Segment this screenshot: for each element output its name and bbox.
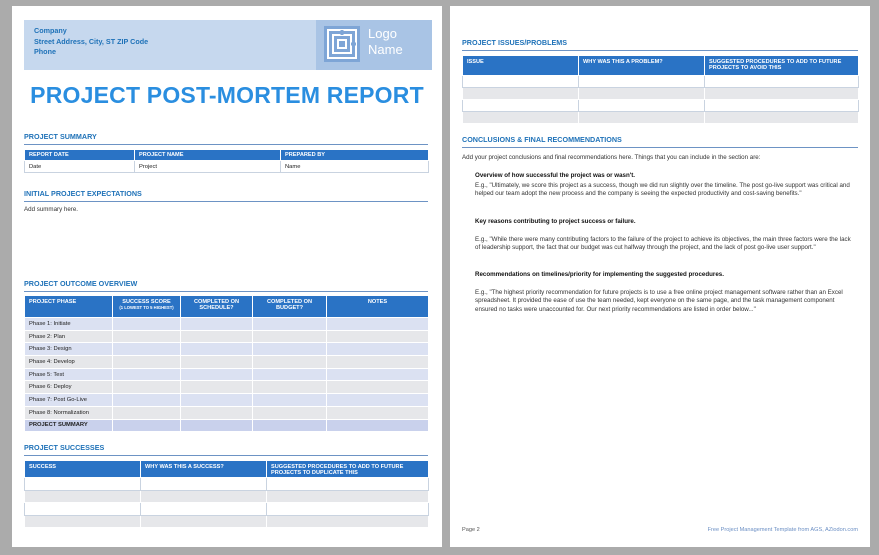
summary-header-prepared: PREPARED BY bbox=[281, 150, 429, 161]
expectations-text[interactable]: Add summary here. bbox=[24, 206, 78, 213]
section-heading-outcome: PROJECT OUTCOME OVERVIEW bbox=[24, 279, 138, 288]
issues-header-why: WHY WAS THIS A PROBLEM? bbox=[579, 56, 705, 76]
issue-cell[interactable] bbox=[463, 112, 579, 124]
success-cell[interactable] bbox=[25, 503, 141, 516]
schedule-cell[interactable] bbox=[181, 343, 253, 356]
issue-why-cell[interactable] bbox=[579, 76, 705, 88]
issues-header-issue: ISSUE bbox=[463, 56, 579, 76]
success-why-cell[interactable] bbox=[141, 503, 267, 516]
notes-cell[interactable] bbox=[327, 419, 429, 432]
score-header-hint: (1 LOWEST TO 5 HIGHEST) bbox=[119, 305, 174, 310]
phase-label[interactable]: Phase 2: Plan bbox=[25, 330, 113, 343]
conclusion-point-1-title[interactable]: Overview of how successful the project was or wasn't. bbox=[475, 172, 635, 179]
conclusion-point-2-text[interactable]: E.g., "While there were many contributing factors to the failure of the project to achieve its objectives, the main three factors were the lack of leadership support, the fact that our budget was cut halfway through the project, and the lack of post go-live user support." bbox=[475, 236, 851, 252]
outcome-header-schedule: COMPLETED ON SCHEDULE? bbox=[181, 296, 253, 318]
success-cell[interactable] bbox=[25, 515, 141, 528]
successes-header-success: SUCCESS bbox=[25, 461, 141, 478]
section-heading-expectations: INITIAL PROJECT EXPECTATIONS bbox=[24, 189, 142, 198]
issue-procedure-cell[interactable] bbox=[705, 100, 859, 112]
conclusion-point-3-title[interactable]: Recommendations on timelines/priority for implementing the suggested procedures. bbox=[475, 271, 724, 278]
issue-why-cell[interactable] bbox=[579, 100, 705, 112]
budget-cell[interactable] bbox=[253, 406, 327, 419]
phase-label[interactable]: Phase 8: Normalization bbox=[25, 406, 113, 419]
score-cell[interactable] bbox=[113, 343, 181, 356]
section-heading-issues: PROJECT ISSUES/PROBLEMS bbox=[462, 38, 568, 47]
phase-label[interactable]: Phase 3: Design bbox=[25, 343, 113, 356]
phase-label[interactable]: Phase 5: Test bbox=[25, 368, 113, 381]
logo-text-line1: Logo bbox=[368, 26, 397, 41]
conclusion-point-3-text[interactable]: E.g., "The highest priority recommendation for future projects is to use a free online project management software rather than an Excel spreadsheet. It provided the ease of use the team needed, kept everyone on the same page, and the task management component ensured no tasks were unaccounted for. Our next priority recommendations are listed in order below..." bbox=[475, 289, 843, 313]
outcome-header-phase: PROJECT PHASE bbox=[25, 296, 113, 318]
summary-table bbox=[24, 149, 429, 173]
phase-label[interactable]: Phase 4: Develop bbox=[25, 356, 113, 369]
section-divider bbox=[462, 147, 858, 148]
outcome-header-score bbox=[113, 296, 181, 318]
successes-header-why: WHY WAS THIS A SUCCESS? bbox=[141, 461, 267, 478]
report-page-1 bbox=[12, 6, 442, 547]
section-divider bbox=[462, 50, 858, 51]
schedule-cell[interactable] bbox=[181, 330, 253, 343]
company-name[interactable]: Company bbox=[34, 26, 67, 35]
summary-project-cell[interactable]: Project bbox=[135, 161, 281, 173]
score-cell[interactable] bbox=[113, 394, 181, 407]
notes-cell[interactable] bbox=[327, 406, 429, 419]
success-procedure-cell[interactable] bbox=[267, 490, 429, 503]
score-cell[interactable] bbox=[113, 406, 181, 419]
outcome-header-budget: COMPLETED ON BUDGET? bbox=[253, 296, 327, 318]
phase-summary-label[interactable]: PROJECT SUMMARY bbox=[25, 419, 113, 432]
document-title[interactable]: PROJECT POST-MORTEM REPORT bbox=[30, 82, 424, 108]
schedule-cell[interactable] bbox=[181, 406, 253, 419]
issue-procedure-cell[interactable] bbox=[705, 88, 859, 100]
phase-label[interactable]: Phase 7: Post Go-Live bbox=[25, 394, 113, 407]
conclusion-point-2-title[interactable]: Key reasons contributing to project success or failure. bbox=[475, 218, 636, 225]
letterhead bbox=[24, 20, 432, 70]
success-procedure-cell[interactable] bbox=[267, 515, 429, 528]
issue-cell[interactable] bbox=[463, 88, 579, 100]
schedule-cell[interactable] bbox=[181, 356, 253, 369]
score-cell[interactable] bbox=[113, 330, 181, 343]
phase-label[interactable]: Phase 1: Initiate bbox=[25, 318, 113, 331]
budget-cell[interactable] bbox=[253, 419, 327, 432]
issue-procedure-cell[interactable] bbox=[705, 76, 859, 88]
company-address[interactable]: Street Address, City, ST ZIP Code bbox=[34, 36, 149, 46]
notes-cell[interactable] bbox=[327, 368, 429, 381]
notes-cell[interactable] bbox=[327, 356, 429, 369]
success-cell[interactable] bbox=[25, 478, 141, 491]
schedule-cell[interactable] bbox=[181, 394, 253, 407]
conclusions-intro[interactable]: Add your project conclusions and final recommendations here. Things that you can include in the section are: bbox=[462, 154, 761, 161]
budget-cell[interactable] bbox=[253, 318, 327, 331]
issue-cell[interactable] bbox=[463, 100, 579, 112]
score-cell[interactable] bbox=[113, 356, 181, 369]
phase-label[interactable]: Phase 6: Deploy bbox=[25, 381, 113, 394]
score-cell[interactable] bbox=[113, 381, 181, 394]
outcome-header-notes: NOTES bbox=[327, 296, 429, 318]
issue-why-cell[interactable] bbox=[579, 88, 705, 100]
score-cell[interactable] bbox=[113, 318, 181, 331]
template-credit-link[interactable]: Free Project Management Template from AGS, AZiodon.com bbox=[707, 527, 858, 533]
success-procedure-cell[interactable] bbox=[267, 478, 429, 491]
section-divider bbox=[24, 291, 428, 292]
outcome-table bbox=[24, 295, 429, 432]
success-why-cell[interactable] bbox=[141, 478, 267, 491]
notes-cell[interactable] bbox=[327, 330, 429, 343]
schedule-cell[interactable] bbox=[181, 419, 253, 432]
budget-cell[interactable] bbox=[253, 394, 327, 407]
conclusion-point-1-text[interactable]: E.g., "Ultimately, we score this project as a success, though we did run slightly over the timeline. The post go-live support was critical and helped our team adopt the new process and the company is seeing the expected productivity and cost-saving benefits." bbox=[475, 182, 850, 198]
schedule-cell[interactable] bbox=[181, 318, 253, 331]
budget-cell[interactable] bbox=[253, 381, 327, 394]
summary-header-project: PROJECT NAME bbox=[135, 150, 281, 161]
budget-cell[interactable] bbox=[253, 330, 327, 343]
notes-cell[interactable] bbox=[327, 318, 429, 331]
issues-header-procedures: SUGGESTED PROCEDURES TO ADD TO FUTURE PROJECTS TO AVOID THIS bbox=[705, 56, 859, 76]
logo-placeholder[interactable] bbox=[316, 20, 432, 70]
notes-cell[interactable] bbox=[327, 394, 429, 407]
success-why-cell[interactable] bbox=[141, 515, 267, 528]
page-number: Page 2 bbox=[462, 527, 480, 533]
section-heading-conclusions: CONCLUSIONS & FINAL RECOMMENDATIONS bbox=[462, 135, 622, 144]
schedule-cell[interactable] bbox=[181, 368, 253, 381]
notes-cell[interactable] bbox=[327, 343, 429, 356]
score-header-label: SUCCESS SCORE bbox=[122, 299, 171, 305]
issue-procedure-cell[interactable] bbox=[705, 112, 859, 124]
schedule-cell[interactable] bbox=[181, 381, 253, 394]
score-cell[interactable] bbox=[113, 419, 181, 432]
section-divider bbox=[24, 144, 428, 145]
section-heading-summary: PROJECT SUMMARY bbox=[24, 132, 97, 141]
success-why-cell[interactable] bbox=[141, 490, 267, 503]
summary-date-cell[interactable]: Date bbox=[25, 161, 135, 173]
success-procedure-cell[interactable] bbox=[267, 503, 429, 516]
logo-text-line2: Name bbox=[368, 42, 403, 57]
budget-cell[interactable] bbox=[253, 368, 327, 381]
section-heading-successes: PROJECT SUCCESSES bbox=[24, 443, 105, 452]
success-cell[interactable] bbox=[25, 490, 141, 503]
score-cell[interactable] bbox=[113, 368, 181, 381]
report-page-2 bbox=[450, 6, 870, 547]
budget-cell[interactable] bbox=[253, 356, 327, 369]
summary-name-cell[interactable]: Name bbox=[281, 161, 429, 173]
notes-cell[interactable] bbox=[327, 381, 429, 394]
successes-header-procedures: SUGGESTED PROCEDURES TO ADD TO FUTURE PROJECTS TO DUPLICATE THIS bbox=[267, 461, 429, 478]
company-phone[interactable]: Phone bbox=[34, 47, 56, 56]
logo-icon bbox=[324, 26, 360, 62]
budget-cell[interactable] bbox=[253, 343, 327, 356]
issue-cell[interactable] bbox=[463, 76, 579, 88]
successes-table bbox=[24, 460, 429, 528]
section-divider bbox=[24, 455, 428, 456]
issues-table bbox=[462, 55, 859, 124]
issue-why-cell[interactable] bbox=[579, 112, 705, 124]
summary-header-date: REPORT DATE bbox=[25, 150, 135, 161]
section-divider bbox=[24, 201, 428, 202]
